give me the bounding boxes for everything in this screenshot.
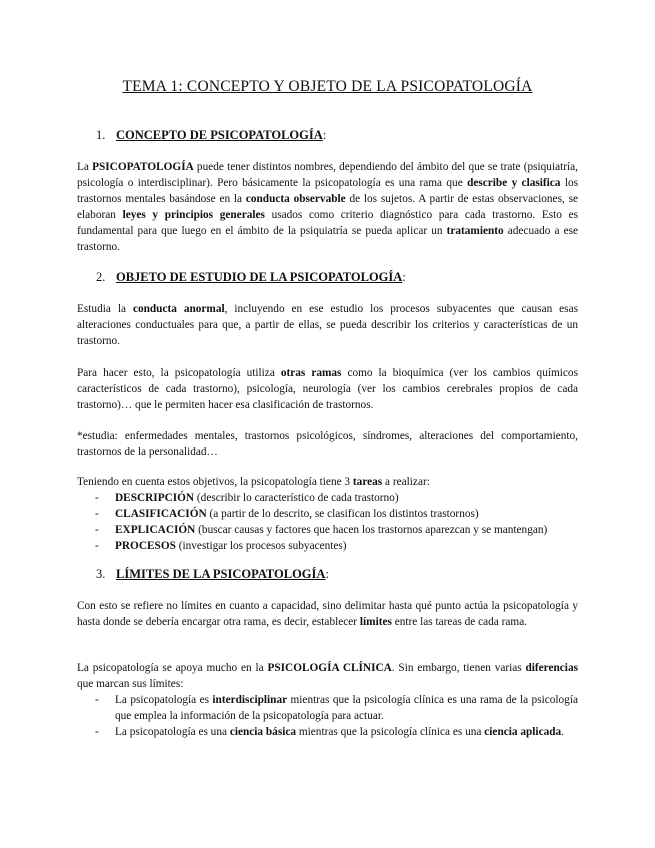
paragraph-concept: La PSICOPATOLOGÍA puede tener distintos nombres, dependiendo del ámbito del que se trate (psiquiatría, psicología o interdisciplinar). Pero básicamente la psicopatología es una rama que describe y clasifica los trastornos mentales basándose en la conducta observable de los sujetos. A partir de estas observaciones, se elaboran leyes y principios generales usados como criterio diagnóstico para cada trastorno. Esto es fundamental para que luego en el ámbito de la psiquiatría se pueda aplicar un tratamiento adecuado a ese trastorno. bbox=[77, 161, 579, 253]
section-heading-1: 1. CONCEPTO DE PSICOPATOLOGÍA: bbox=[96, 128, 327, 142]
list-item: - La psicopatología es interdisciplinar mientras que la psicología clínica es una rama de la psicología que emplea la información de la psicopatología para actuar. bbox=[95, 694, 578, 722]
paragraph-clinical-psychology: La psicopatología se apoya mucho en la PSICOLOGÍA CLÍNICA. Sin embargo, tienen varias diferencias que marcan sus límites: bbox=[77, 662, 578, 690]
section-number: 1. bbox=[96, 128, 106, 142]
section-number: 3. bbox=[96, 567, 106, 581]
section-heading-2: 2. OBJETO DE ESTUDIO DE LA PSICOPATOLOGÍA: bbox=[96, 270, 406, 284]
paragraph-tasks-intro: Teniendo en cuenta estos objetivos, la psicopatología tiene 3 tareas a realizar: bbox=[77, 476, 430, 488]
paragraph-limits: Con esto se refiere no límites en cuanto a capacidad, sino delimitar hasta qué punto actúa la psicopatología y hasta donde se debería encargar otra rama, es decir, establecer límites entre las tareas de cada rama. bbox=[77, 600, 578, 628]
section-title: CONCEPTO DE PSICOPATOLOGÍA bbox=[116, 128, 323, 142]
differences-list bbox=[77, 692, 578, 740]
paragraph-studies-note: *estudia: enfermedades mentales, trastornos psicológicos, síndromes, alteraciones del comportamiento, trastornos de la personalidad… bbox=[77, 430, 578, 458]
section-number: 2. bbox=[96, 270, 106, 284]
document-title: TEMA 1: CONCEPTO Y OBJETO DE LA PSICOPATOLOGÍA bbox=[122, 78, 533, 95]
list-item: - La psicopatología es una ciencia básica mientras que la psicología clínica es una ciencia aplicada. bbox=[95, 726, 564, 738]
list-item: - DESCRIPCIÓN (describir lo característico de cada trastorno) bbox=[95, 492, 399, 504]
list-item: - EXPLICACIÓN (buscar causas y factores que hacen los trastornos aparezcan y se mantengan) bbox=[95, 524, 548, 536]
list-item: - PROCESOS (investigar los procesos subyacentes) bbox=[95, 540, 347, 552]
section-title: OBJETO DE ESTUDIO DE LA PSICOPATOLOGÍA bbox=[116, 270, 403, 284]
section-heading-3: 3. LÍMITES DE LA PSICOPATOLOGÍA: bbox=[96, 567, 329, 581]
section-title: LÍMITES DE LA PSICOPATOLOGÍA bbox=[116, 567, 326, 581]
paragraph-other-branches: Para hacer esto, la psicopatología utiliza otras ramas como la bioquímica (ver los cambios químicos característicos de cada trastorno), psicología, neurología (ver los cambios cerebrales propios de cada trastorno)… que le permiten hacer esa clasificación de trastornos. bbox=[77, 367, 578, 411]
list-item: - CLASIFICACIÓN (a partir de lo descrito, se clasifican los distintos trastornos) bbox=[95, 508, 479, 520]
paragraph-object: Estudia la conducta anormal, incluyendo en ese estudio los procesos subyacentes que causan esas alteraciones conductuales para que, a partir de ellas, se pueda describir los criterios y características de un trastorno. bbox=[77, 303, 578, 347]
tasks-list bbox=[77, 490, 578, 554]
